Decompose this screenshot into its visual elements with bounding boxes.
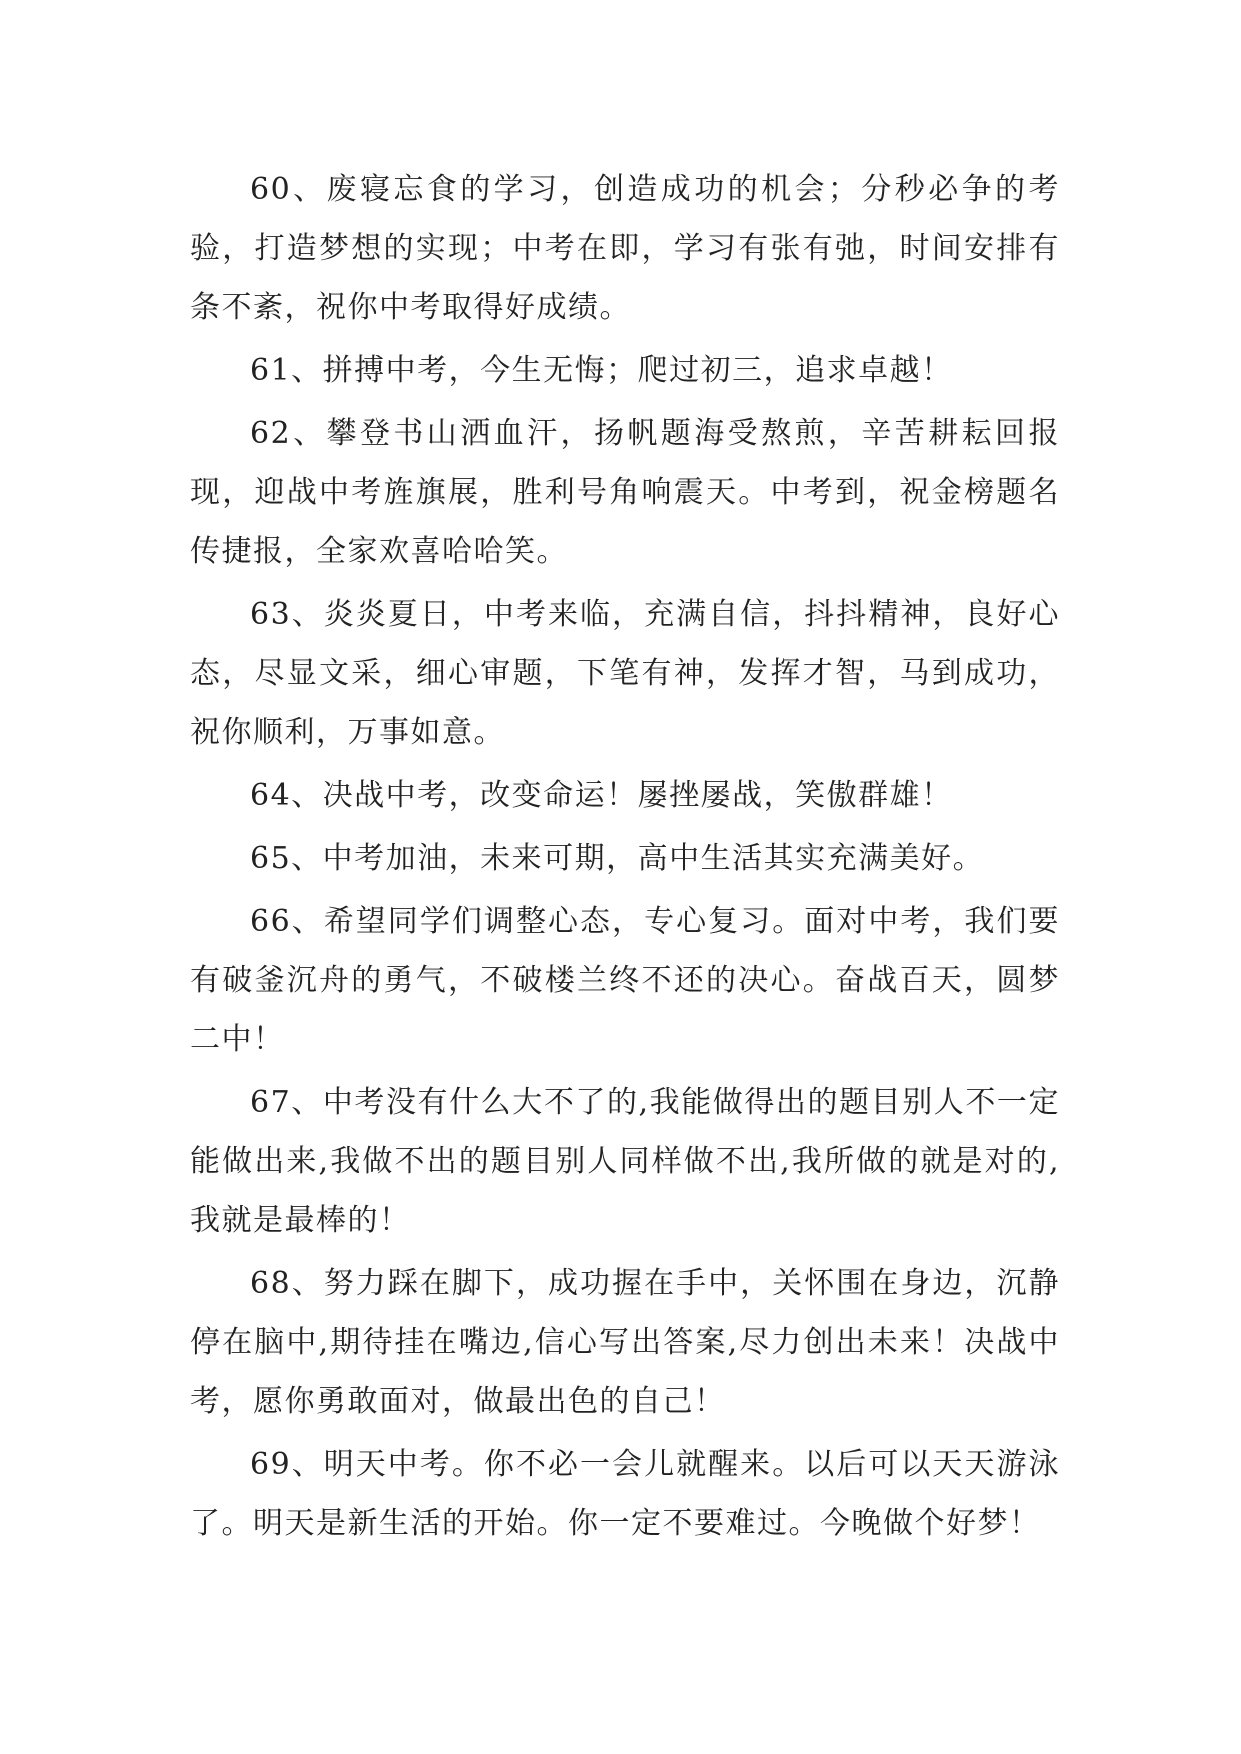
paragraph-60: 60、废寝忘食的学习，创造成功的机会；分秒必争的考验，打造梦想的实现；中考在即，学习有张有弛，时间安排有条不紊，祝你中考取得好成绩。 [190,172,1060,325]
document-body [190,160,1060,1557]
paragraph-62: 62、攀登书山洒血汗，扬帆题海受熬煎，辛苦耕耘回报现，迎战中考旌旗展，胜利号角响震天。中考到，祝金榜题名传捷报，全家欢喜哈哈笑。 [190,416,1060,569]
paragraph-64: 64、决战中考，改变命运！屡挫屡战，笑傲群雄！ [250,778,953,813]
paragraph-61: 61、拼搏中考，今生无悔；爬过初三，追求卓越！ [250,353,953,388]
paragraph-65: 65、中考加油，未来可期，高中生活其实充满美好。 [250,841,985,876]
paragraph-68: 68、努力踩在脚下，成功握在手中，关怀围在身边，沉静停在脑中,期待挂在嘴边,信心写出答案,尽力创出未来！决战中考，愿你勇敢面对，做最出色的自己！ [190,1266,1060,1419]
paragraph-69: 69、明天中考。你不必一会儿就醒来。以后可以天天游泳了。明天是新生活的开始。你一定不要难过。今晚做个好梦！ [190,1447,1060,1541]
paragraph-67: 67、中考没有什么大不了的,我能做得出的题目别人不一定能做出来,我做不出的题目别人同样做不出,我所做的就是对的,我就是最棒的！ [190,1085,1060,1238]
paragraph-66: 66、希望同学们调整心态，专心复习。面对中考，我们要有破釜沉舟的勇气，不破楼兰终不还的决心。奋战百天，圆梦二中！ [190,904,1060,1057]
paragraph-63: 63、炎炎夏日，中考来临，充满自信，抖抖精神，良好心态，尽显文采，细心审题，下笔有神，发挥才智，马到成功，祝你顺利，万事如意。 [190,597,1060,750]
